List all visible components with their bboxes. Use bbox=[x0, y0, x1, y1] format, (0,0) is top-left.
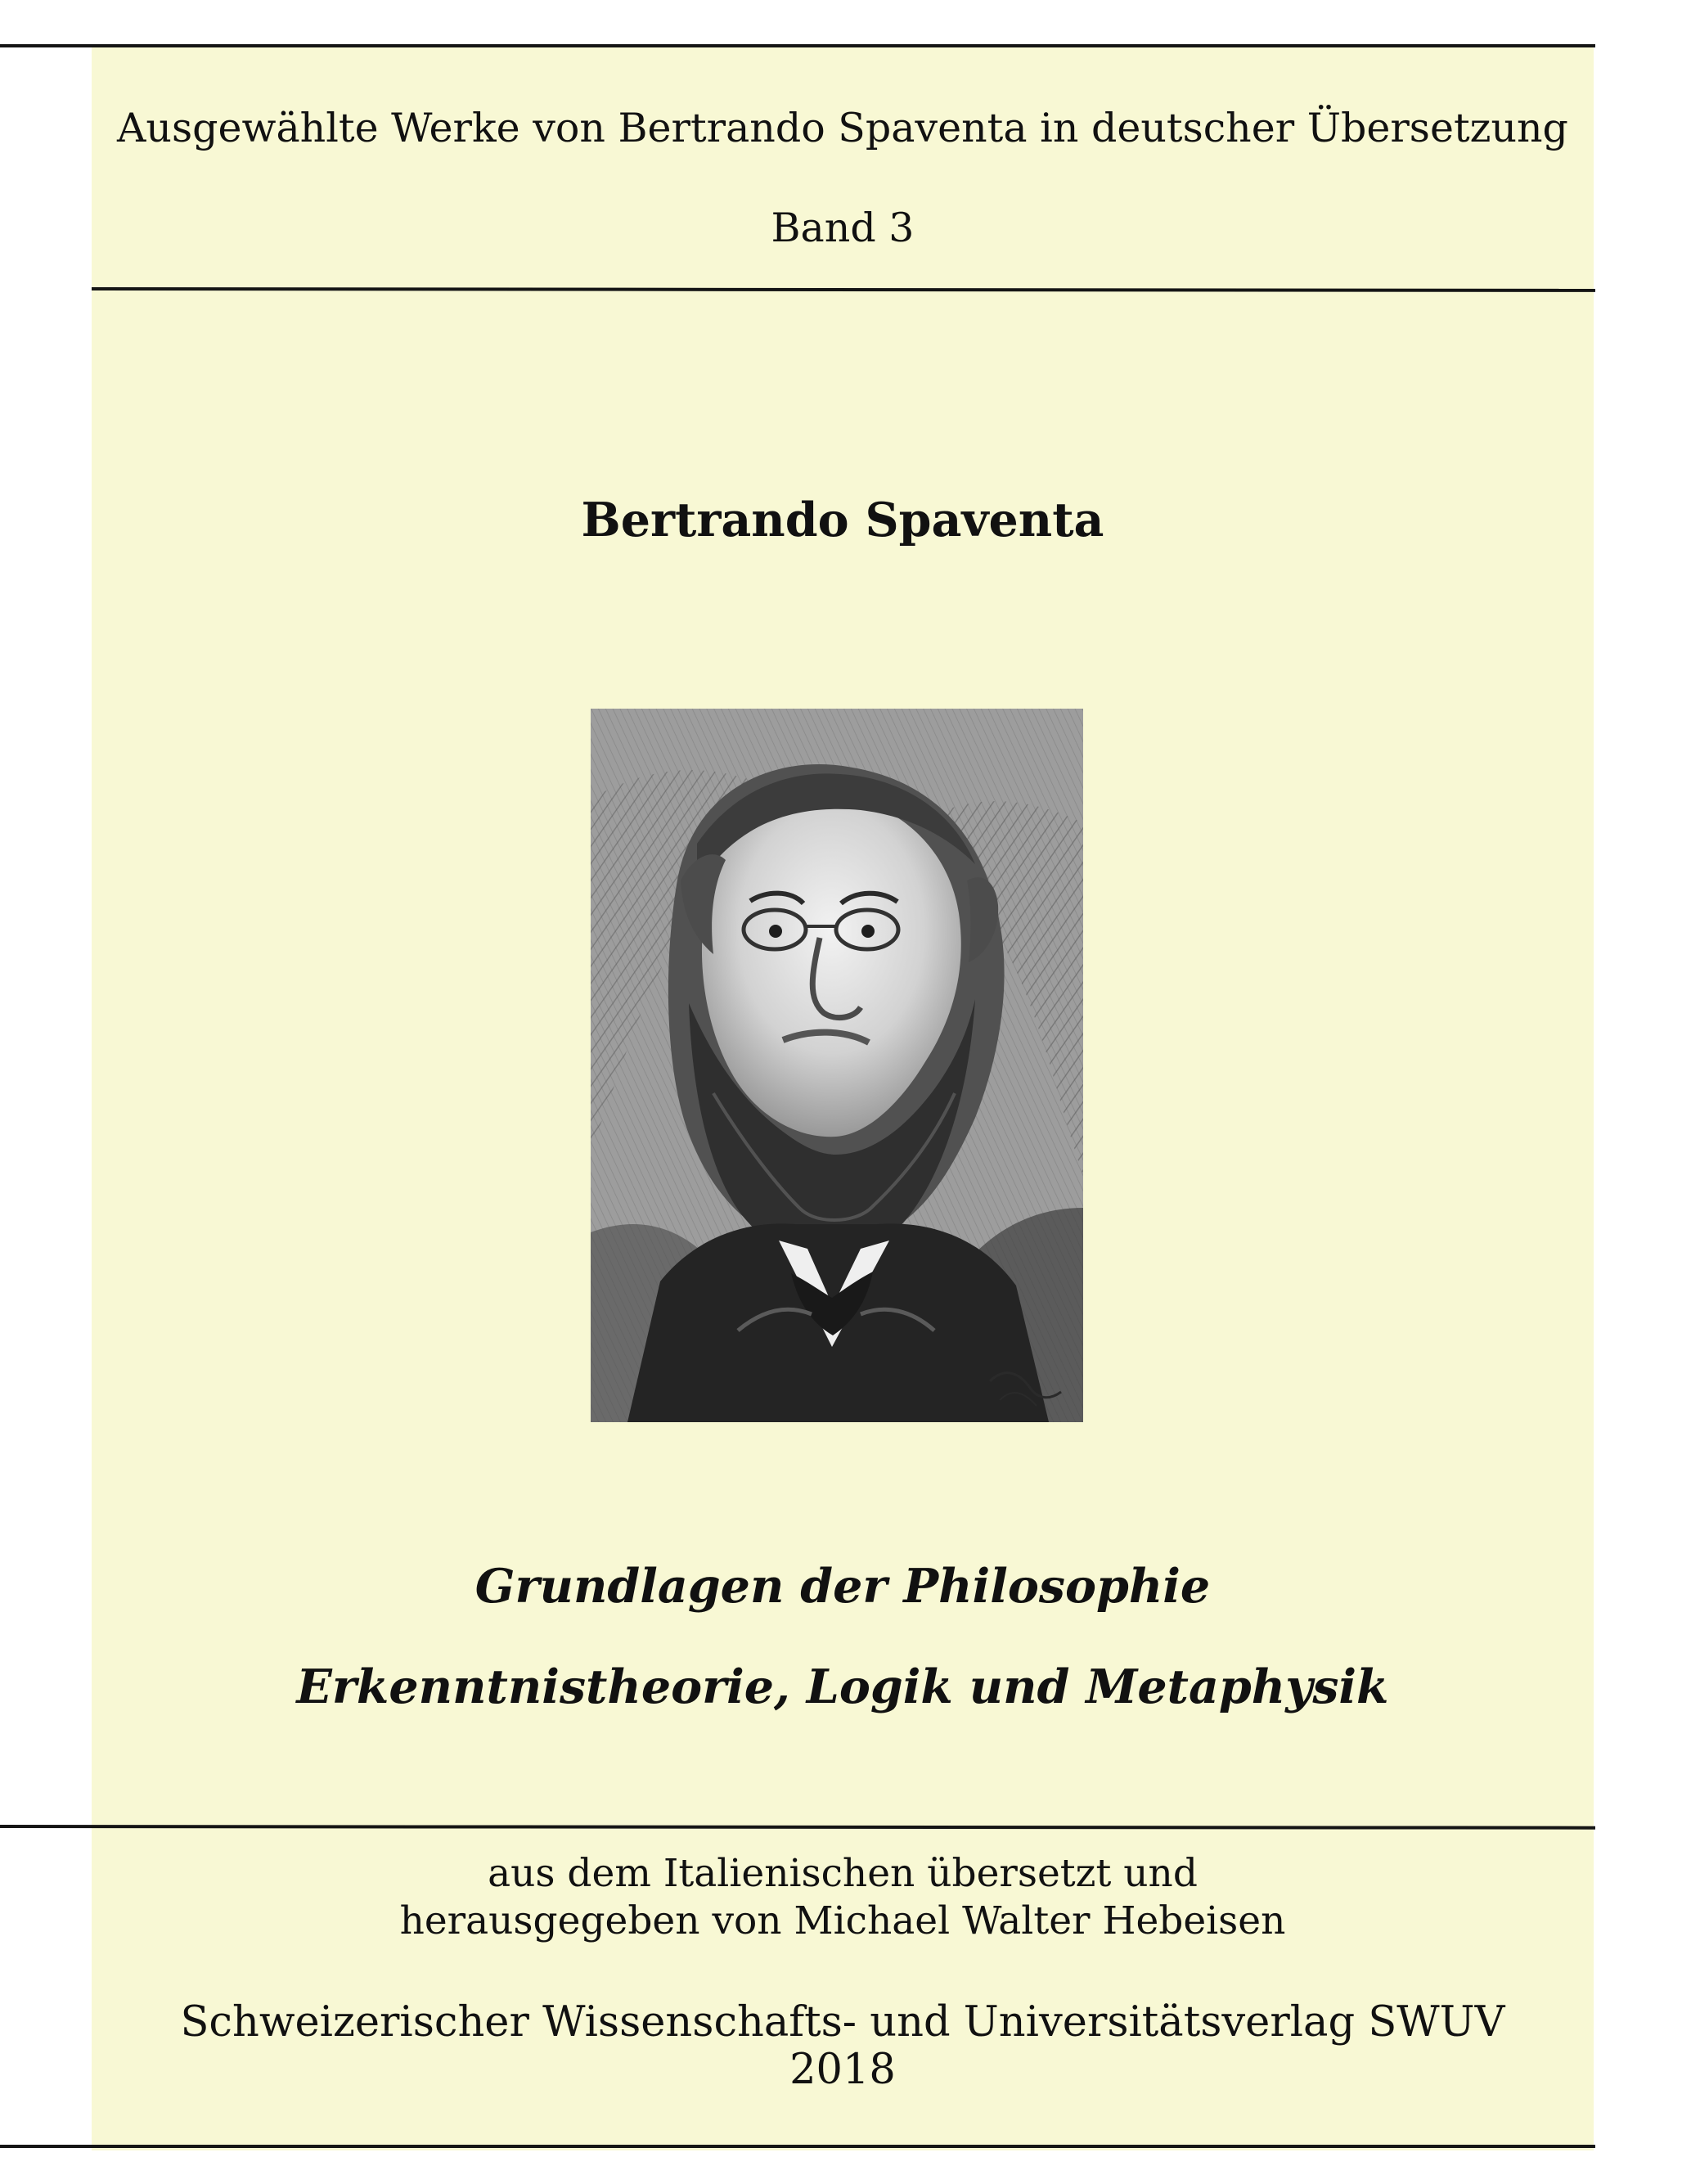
author-name: Bertrando Spaventa bbox=[581, 493, 1104, 547]
author-portrait bbox=[591, 709, 1083, 1422]
translator-line-1: aus dem Italienischen übersetzt und bbox=[488, 1851, 1198, 1896]
portrait-engraving bbox=[591, 709, 1083, 1422]
series-title: Ausgewählte Werke von Bertrando Spaventa in deutscher Übersetzung bbox=[117, 105, 1568, 151]
book-title: Grundlagen der Philosophie bbox=[474, 1559, 1211, 1614]
publisher-name: Schweizerischer Wissenschafts- und Universitätsverlag SWUV bbox=[180, 1998, 1505, 2047]
publication-year: 2018 bbox=[789, 2046, 896, 2094]
volume-number: Band 3 bbox=[771, 205, 915, 251]
top-rule bbox=[0, 44, 1595, 47]
bottom-rule bbox=[0, 2145, 1595, 2148]
book-subtitle: Erkenntnistheorie, Logik und Metaphysik bbox=[296, 1659, 1389, 1714]
translator-line-2: herausgegeben von Michael Walter Hebeisen bbox=[399, 1898, 1286, 1943]
